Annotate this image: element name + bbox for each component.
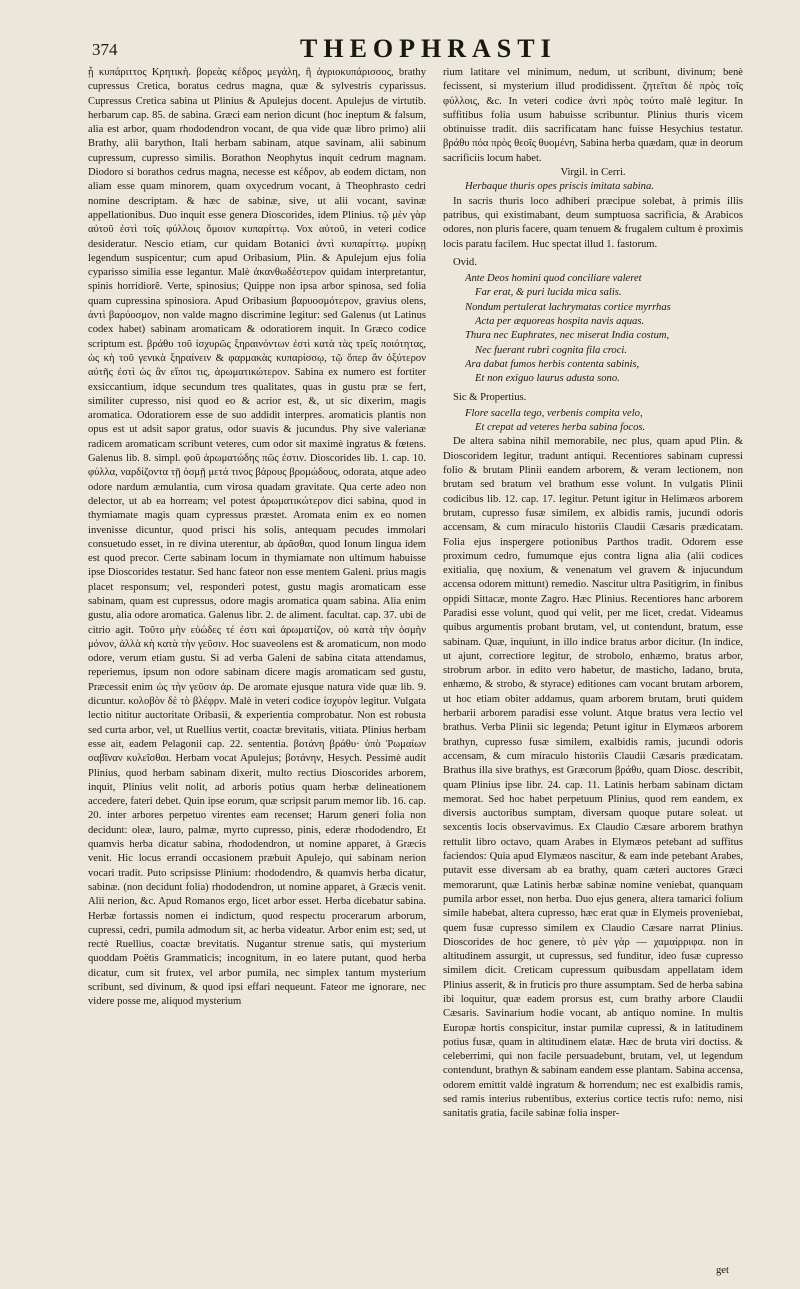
right-commentary-text: In sacris thuris loco adhiberi præcipue solebat, à primis illis patribus, qui existimabant, deum sumptuosa sacrificia, & Arabicos odores, non pluris facere, quam tenuem & frugalem cultum è proximis locis paratu facilem. Huc spectat illud 1. fastorum. [443,195,743,250]
ovid-citation: Ovid. [453,256,477,268]
verse-line: Ante Deos homini quod conciliare valeret [465,273,642,285]
ovid-verses [465,272,743,386]
virgil-citation: Virgil. in Cerri. [560,167,626,179]
right-column [443,66,743,1276]
running-head: THEOPHRASTI [300,34,557,63]
verse-line: Flore sacella tego, verbenis compita velo, [465,407,643,419]
propertius-verses [465,407,743,436]
right-closing-text: De altera sabina nihil memorabile, nec plus, quam apud Plin. & Dioscoridem legitur, tradunt antiqui. Recentiores sabinam cupressi folio & brutam Plinii eandem arborem, & veram lectionem, non brutam sed bratum vel brathum esse volunt. In vulgatis Plinii codicibus lib. 12. cap. 17. legitur. Petunt igitur in Helimæos arborem brutam, cupresso fusæ similem, ex albidis ramis, jucundi odoris accensam, & cum miraculo historiis Claudii Cæsaris prædicatam. Folia ejus inspergere potionibus Parthos tradit. Odorem esse proximum cedro, fumumque ejus contra ligna alia (alii codices exitialia, quę noxium, & venenatum vel gravem & injucundum accensa odorem mittunt) remedio. Nascitur ultra Pasitigrim, in finibus oppidi Sittacæ, monte Zagro. Hæc Plinius. Recentiores hanc arborem Paradisi esse volunt, quod qui velit, per me licet, credat. Videamus quibus argumentis probant brutam, vel, ut contendunt, bratum, esse sabinam. Quæ, inquiunt, in illo indice bratus arbor dicitur. (In indice, ut ajunt, correctiore legitur, de strobolo, enhæmo, bratus arbor, strobrum arbor. in edito vero habetur, de masticho, ladano, bruta, enhæmo, & strobo, & styrace) editiones cam vocant brutam arborem, ut hoc etiam obiter addamus, quam arborem brutam, bruti quidem herbarii arborem paradisi esse volunt. Atque bratus vera lectio vel brathus. Verba Plinii sic legenda; Petunt igitur in Elymæos arborem brathyn, cupresso fusæ similem, exalbidis ramis, jucundi odoris accensam, & cum miraculo historiis Claudii Cæsaris prædicatam. Brathus illa sive brathys, est Græcorum βράθυ, quam Diosc. describit, quam Plinius ipse libr. 24. cap. 11. Latinis herbam sabinam dictam memorat. Sed hoc habet perpetuum Plinius, quod rem eandem, ex diversis auctoribus sumptam, diversam quoque putare soleat. ut sexcentis locis observavimus. Ex Claudio Cæsare arborem brathyn rettulit libro octavo, quam Arabes in Elymæos petebant ad suffitus faciendos: Quia apud Elymæos nascitur, & eam inde petebant Arabes, putavit esse diversam ab ea brathy, quam cæteri auctores Græci memorarunt, quæ Latinis herbæ sabinæ nomine veniebat, quanquam pumila arbor esset, non herba. Duo ejus genera, altera tamarici folium simile habebat, altera cupresso, hæc erat quæ in Elymeis proveniebat, quem fusæ cupresso similem ex Claudio Cæsare narrat Plinius. Dioscorides de hoc genere, τὸ μὲν γὰρ — χαμαίρριφα. non in altitudinem assurgit, ut cupressus, sed funditur, ideo fusæ cupresso similem dicit. Creticam cupressum quibusdam appellatam idem Plinius asserit, & in fruticis pro thure assumptam. Sed de herba sabina ibi loquitur, quæ eadem prorsus est, cum brathy arbore Claudii Cæsaris. Savinarium hodie vocant, ab antiquo nomine. In multis Europæ hortis conspicitur, instar pumilæ cupressi, & in latitudinem potius fusæ, quam in altitudinem elatæ. Hæc de bruta viri doctiss. & celeberrimi, qui non facile persuadebunt, brutam, vel, ut legendum contendunt, brathyn & sabinam eandem esse plantam. Sabina accensa, odorem emittit valdè ingratum & horrendum; nec est exalbidis ramis, sed ramis interius rubentibus, exterius cortice tectis rufo: nemo, nisi sanitatis gratia, facile sabinæ folia insper- [443,436,743,1120]
verse-line: Et non exiguo laurus adusta sono. [475,373,620,385]
left-column-text: ᾗ κυπάριττος Κρητικὴ. βορεὰς κέδρος μεγάλη, ἢ ἀγριοκυπάρισσος, brathy cupressus Cretica, boratus cedrus magna, quæ & sylvestris cyparissus. Cupressus Cretica sabina ut Plinius & Apulejus docent. Apulejus de virtutib. herbarum cap. 85. de sabina. Græci eam nerion dicunt (hoc ineptum & falsum, alia est arbor, quam rhododendron vocant, de qua vide quæ libro primo) alii Brathy, alii barython, Itali herbam sabinam, atque savinam, alii sabinum cupressum, cupresso similis. Borathon Neophytus inquit cedrum magnam. Diodoro si borathos cedrus magna, necesse est κέδρον, ab eodem dictam, non aliam esse quam minorem, quam oxycedrum vocant, à Theophrasto cedri nomine descriptam. & hæc de sabinæ, sive, ut alii vocant, savinæ appellationibus. Duo inquit esse genera Dioscorides, idem Plinius. τῷ μὲν γὰρ αὐτοῦ ἐστὶ τοῖς φύλλοις ὅμοιον κυπαρίττῳ. Vox αὐτοῦ, in veteri codice desideratur. Nescio etiam, cur quidam Botanici ἀντὶ κυπαρίττῳ. μυρίκῃ legendum suspicentur; cum apud Oribasium, Plin. & Apulejum ejus folia cyparisso similia esse legantur. Malè ἀκανθωδέστερον quidam interpretantur, spinis horridiorẽ. Verte, spinosius; Quippe non ipsa arbor spinosa, sed folia quam cupressina spinosiora. Apud Oribasium βαρυοσμότερον, gravius olens, ἀντὶ βαρύοσμον, non valde magno discrimine legitur: sed Galenus (ut Latinus codex habet) sabinam aromaticam & odoratiorem inquit. In Græco codice scriptum est. βράθυ τοῦ ἰσχυρῶς ξηραινόντων ἐστὶ κατὰ τὰς τρεῖς ποιότητας, ὡς κὴ τοῦ γενικὰ ξηραίνειν & φαρμακὰς κυπαρίσσῳ, τῷ ὅπερ ἂν ὀξύτερον αὐτῆς ἐστὶ ὡς ἂν εἴποι τις, ἀρωματικώτερον. Sabina ex numero est fortiter exsiccantium, idque secundum tres qualitates, quas in gustu præ se fert, similiter cupresso, nisi quod eo & acrior est, &, ut sic dixerim, magis aromatica. Odoratiorem esse de suo addidit interpres. aromaticis plantis non opus est ut adsit sapor gratus, odor suavis & jucundus. Phy sive valerianæ radicem aromaticam scribunt veteres, cum odor sit maximè ingratus & fœtens. Galenus lib. 8. simpl. φοῦ ἀρωματώδης πῶς ἐστιν. Dioscorides lib. 1. cap. 10. φύλλα, ναρδίζοντα τῇ ὀσμῇ μετά τινος βάρους βρομώδους, odorata, atque adeo odore nardum æmulantia, cum virosa quadam gravitate. Qua certe adeo non delector, ut ab ea horream; vel potest ἀρωματικώτερον dici sabina, quod in thymiamate magis quam cypressus præstet. Aromata enim ex eo nomen invenisse dicuntur, quod prisci his solis, antequam pecudes immolari consuetudo esset, in re divina uterentur, ab ἀρᾶσθαι, quod Ionum lingua idem est quod precor. Certe sabinam locum in thymiamate non ultimum habuisse ipse Dioscorides testatur. Sed hanc fateor non esse mentem Galeni. prius magis placet responsum; vel, responderi potest, gustu magis aromaticam esse sabinam, quam est cupressus, odore magis aromatica quam sabina. Alia enim gustu, alia odore aromatica. Galenus libr. 2. de aliment. facultat. cap. 37. ubi de citrio agit. Τοῦτο μὴν εὐώδες τέ ἐστι καὶ ἀρωματίζον, οὐ κατὰ τὴν ὀσμὴν μόνον, ἀλλὰ κὴ κατὰ τὴν γεῦσιν. Hoc suaveolens est & aromaticum, non modo odore, verum etiam gustu. Si ad verba Galeni de sabina citata attendamus, reperiemus, ipsum non odore sabinam dicere magis aromaticam sed gustu, Præcessit enim ὡς τὴν γεῦσιν ἀρ. De aromate ejusque natura vide quæ lib. 9. dicuntur. κολοβὸν δὲ τὸ βλέφρν. Malè in veteri codice ἰσχυρὸν legitur. Vulgata lectio nititur auctoritate Oribasii, & experientia comprobatur. Non est robusta sed curta arbor, vel, ut Ruellius vertit, coactæ brevitatis, vitiata. Plinius herbam esse ait, eadem Pelagonii cap. 22. sententia. βοτάνη βράθυ· ὑπὸ Ῥωμαίων σαβῖναν κυλεῖσθαι. Herbam vocat Apulejus; βοτάνην, Hesych. Pessimè audit Plinius, quod herbam sabinam dixerit, multo rectius Dioscorides arborem, inquit, Plinius velit nolit, ad arboris potius quam herbæ delineationem accedere, fateri debet. Quin ipse eorum, quæ scripsit parum memor lib. 16. cap. 20. inter arbores perpetuo virentes eam recenset; Harum generi folia non decidunt: oleæ, lauro, palmæ, myrto cupresso, pinis, ederæ rhododendro, Et quamvis herba dicatur sabina, rhododendron, ut nomine apparet, à Græcis venit. Hic locus errandi occasionem præbuit Apulejo, qui sabinam nerion vocari tradit. Puto scripsisse Plinium: rhododendro, & quamvis herba dicatur, sabinæ. (non decidunt folia) rhododendron, ut nomine apparet, à Græcis venit. Alii nerion, &c. Apud Romanos ergo, licet arbor esset. Herba dicebatur sabina. Herbæ fortassis nomen ei indictum, quod respectu procerarum arborum, cupressi, cedri, pumila admodum sit, ac herba videatur. Arbor enim est; sed, ut rectè Ruellius, coactæ brevitatis. Nugantur strenue satis, qui mysterium quoddam Poëtis Grammaticis; incognitum, in eo latere putant, quod herba dicatur, cum sit frutex, vel arbor pumila, nec simplex tantum mysterium scribunt, sed divinum, & quod ipsi effari nequeunt. Fateor me ignorare, nec videre posse me, aliquod mysterium [88,67,426,1008]
verse-line: Ara dabat fumos herbis contenta sabinis, [465,358,640,370]
verse-line: Thura nec Euphrates, nec miserat India costum, [465,330,670,342]
left-column [88,66,426,1276]
right-opening-text: rium latitare vel minimum, nedum, ut scribunt, divinum; benè fecissent, si mysterium illud prodidissent. ζητεῖται δὲ πρὸς τοῖς φύλλοις, &c. In veteri codice ἀντὶ πρὸς τούτο malè legitur. In suffitibus folia usum habuisse scribuntur. Plinius thuris vicem obtinuisse tradit. diis sacrificatam hanc fuisse Hesychius testatur. βράθυ πόα πρὸς θεοῖς θυομένη, Sabina herba quædam, quæ in deorum sacrificiis locum habet. [443,67,743,164]
catchword: get [716,1265,729,1276]
verse-line: Acta per æquoreas hospita navis aquas. [475,316,645,328]
verse-line: Nec fuerant rubri cognita fila croci. [475,344,628,356]
page-number: 374 [92,40,118,59]
verse-line: Far erat, & puri lucida mica salis. [475,287,622,299]
virgil-verse [465,180,743,194]
verse-line: Herbaque thuris opes priscis imitata sabina. [465,181,654,193]
verse-line: Nondum pertulerat lachrymatas cortice myrrhas [465,301,671,313]
propertius-citation: Sic & Propertius. [453,391,527,403]
verse-line: Et crepat ad veteres herba sabina focos. [475,422,646,434]
